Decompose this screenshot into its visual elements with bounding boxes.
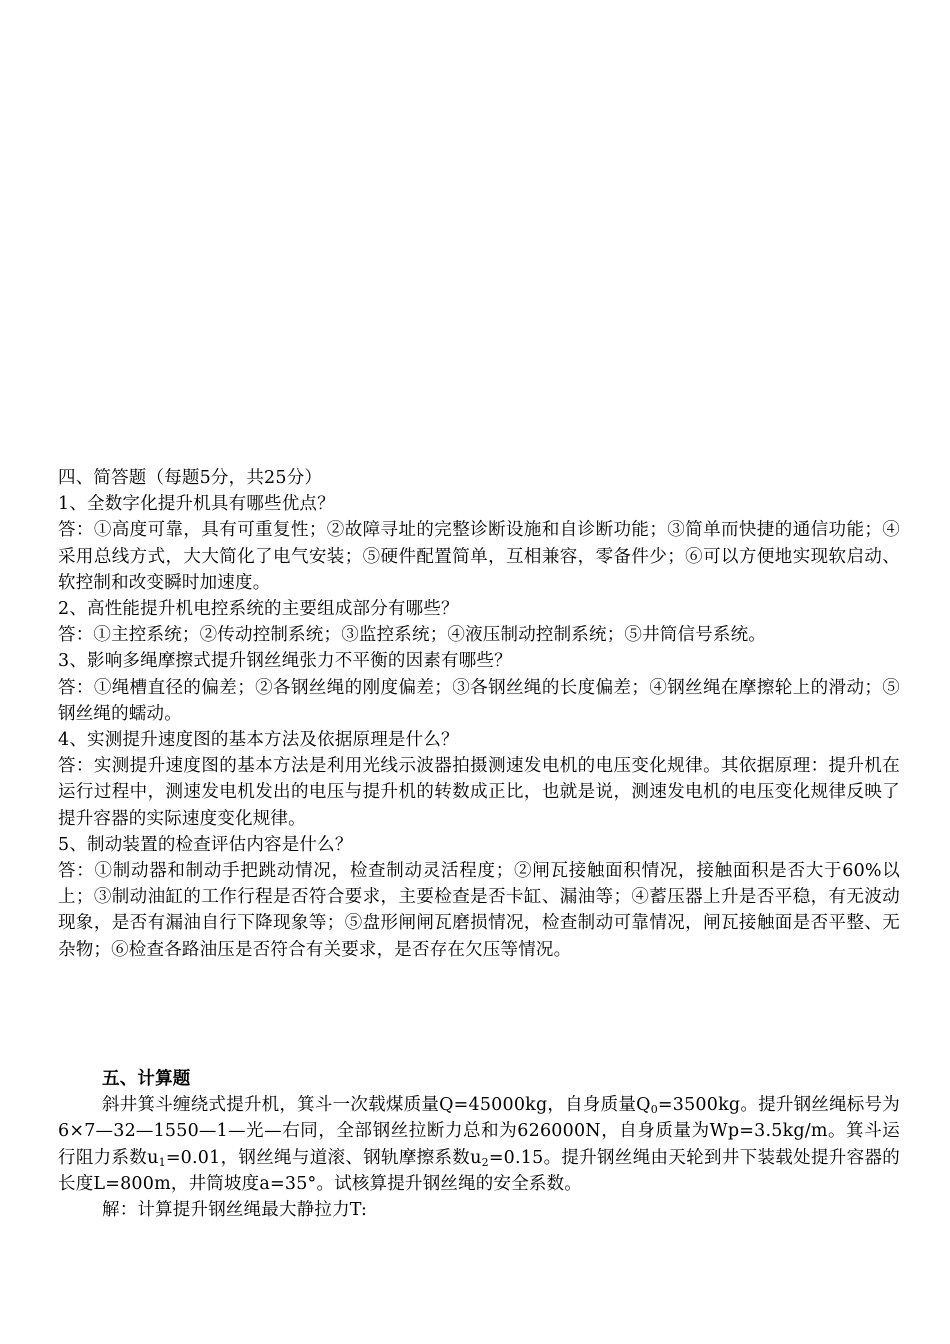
- problem-text-part: 斜井箕斗缠绕式提升机，箕斗一次载煤质量Q=45000kg，自身质量Q: [102, 1095, 651, 1116]
- answer-3: 答：①绳槽直径的偏差；②各钢丝绳的刚度偏差；③各钢丝绳的长度偏差；④钢丝绳在摩擦轮上的滑动；⑤钢丝绳的蠕动。: [58, 677, 900, 724]
- subscript: 0: [650, 1103, 658, 1117]
- problem-text-part: =0.15。提升钢丝绳由天轮到井下装载处提升容器的长度L=800m，井筒坡度a=35°。试核算提升钢丝绳的安全系数。: [58, 1147, 900, 1194]
- section-heading: 五、计算题: [102, 1069, 191, 1089]
- subscript: 2: [481, 1155, 489, 1169]
- problem-statement: [58, 1092, 900, 1197]
- question-3: 3、影响多绳摩擦式提升钢丝绳张力不平衡的因素有哪些？: [58, 651, 512, 672]
- solution-line: 解：计算提升钢丝绳最大静拉力T:: [102, 1200, 368, 1221]
- question-1: 1、全数字化提升机具有哪些优点？: [58, 494, 335, 515]
- problem-text-part: =3500kg。提升钢丝绳标号为6×7—32—1550—1—光—右同，全部钢丝拉断力总和为626000N，自身质量为Wp=3.5kg/m。箕斗运行阻力系数u: [58, 1095, 900, 1168]
- question-4: 4、实测提升速度图的基本方法及依据原理是什么？: [58, 730, 459, 751]
- answer-4: 答：实测提升速度图的基本方法是利用光线示波器拍摄测速发电机的电压变化规律。其依据原理：提升机在运行过程中，测速发电机发出的电压与提升机的转数成正比，也就是说，测速发电机的电压变化规律反映了提升容器的实际速度变化规律。: [58, 756, 900, 829]
- problem-text-part: =0.01，钢丝绳与道滚、钢轨摩擦系数u: [165, 1147, 482, 1168]
- section-heading: 四、简答题（每题5分，共25分）: [58, 468, 323, 488]
- question-5: 5、制动装置的检查评估内容是什么？: [58, 834, 353, 855]
- answer-1: 答：①高度可靠，具有可重复性；②故障寻址的完整诊断设施和自诊断功能；③简单而快捷的通信功能；④采用总线方式，大大简化了电气安装；⑤硬件配置简单，互相兼容，零备件少；⑥可以方便地实现软启动、软控制和改变瞬时加速度。: [58, 520, 900, 593]
- answer-5: 答：①制动器和制动手把跳动情况，检查制动灵活程度；②闸瓦接触面积情况，接触面积是否大于60%以上；③制动油缸的工作行程是否符合要求，主要检查是否卡缸、漏油等；④蓄压器上升是否平稳，有无波动现象，是否有漏油自行下降现象等；⑤盘形闸闸瓦磨损情况，检查制动可靠情况，闸瓦接触面是否平整、无杂物；⑥检查各路油压是否符合有关要求，是否存在欠压等情况。: [58, 861, 900, 960]
- short-answer-section: [58, 465, 900, 963]
- question-2: 2、高性能提升机电控系统的主要组成部分有哪些？: [58, 599, 459, 620]
- answer-2: 答：①主控系统；②传动控制系统；③监控系统；④液压制动控制系统；⑤井筒信号系统。: [58, 625, 766, 646]
- subscript: 1: [158, 1155, 166, 1169]
- calculation-section: [58, 1066, 900, 1223]
